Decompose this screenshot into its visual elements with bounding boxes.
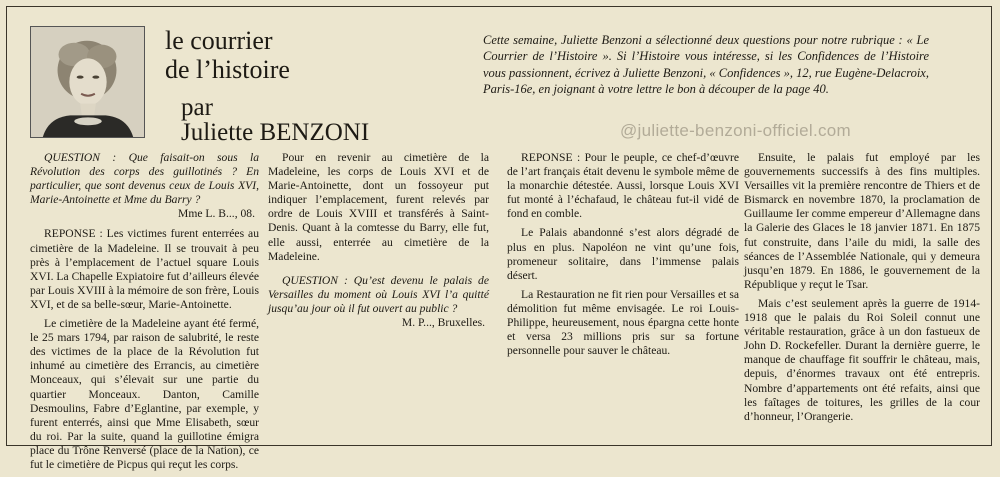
byline-par: par <box>181 94 213 121</box>
byline <box>181 95 369 145</box>
answer-1-paragraph-1: REPONSE : Les victimes furent enterrées au cimetière de la Madeleine. Il se trouvait à peu près à l’emplacement de l’actuel square Louis XVI. La Chapelle Expiatoire fut d’ailleurs élevée par Louis XVIII à la mémoire de son frère, Louis XVI, et de sa belle-sœur, Marie-Antoinette. <box>30 227 259 311</box>
answer-2-paragraph-3: La Restauration ne fit rien pour Versailles et sa démolition fut même envisagée. Le roi Louis-Philippe, heureusement, nous épargna cette honte et versa 23 millions pris sur sa fortune personnelle pour sauver le château. <box>507 287 739 358</box>
answer-1-paragraph-2: Le cimetière de la Madeleine ayant été fermé, le 25 mars 1794, par raison de salubrité, le reste des victimes de la place de la Révolution fut inhumé au cimetière des Errancis, au cimetière Monceaux, qui s’élevait sur une partie du quartier Monceaux. Danton, Camille Desmoulins, Fabre d’Eglantine, par exemple, y furent enterrés, ainsi que Mme Elisabeth, sœur du roi. Par la suite, quand la guillotine émigra place du Trône Renversé (place de la Nation), ce fut le cimetière de Picpus qui reçut les corps. <box>30 317 259 471</box>
text-column-4 <box>744 151 980 429</box>
question-2: QUESTION : Qu’est devenu le palais de Versailles du moment où Louis XVI l’a quitté jusqu’au jour où il fut ouvert au public ? <box>268 273 489 315</box>
question-1: QUESTION : Que faisait-on sous la Révolution des corps des guillotinés ? En particulier, que sont devenus ceux de Louis XVI, Marie-Antoinette et Mme du Barry ? <box>30 151 259 207</box>
answer-2-paragraph-2: Le Palais abandonné s’est alors dégradé de plus en plus. Napoléon ne vint qu’une fois, promeneur solitaire, dans l’immense palais désert. <box>507 226 739 282</box>
text-column-1 <box>30 151 259 477</box>
title-line-2: de l’histoire <box>165 55 290 84</box>
answer-2-paragraph-1: REPONSE : Pour le peuple, ce chef-d’œuvre de l’art français était devenu le symbole même de la monarchie détestée. Aussi, lorsque Louis XVI fut monté à l’échafaud, le château fut-il vidé de fond en comble. <box>507 151 739 221</box>
answer-1-paragraph-3: Pour en revenir au cimetière de la Madeleine, les corps de Louis XVI et de Marie-Antoinette, dont un fossoyeur put indiquer l’emplacement, furent relevés par ordre de Louis XVIII et transférés à Saint-Denis. Quant à la comtesse du Barry, elle fut, elle aussi, enterrée au cimetière de la Madeleine. <box>268 151 489 263</box>
answer-2-paragraph-4: Ensuite, le palais fut employé par les gouvernements successifs à des fins multiples. Versailles vit la première rencontre de Thiers et de Bismarck en novembre 1870, la proclamation de Guillaume Ier comme empereur d’Allemagne dans la Galerie des Glaces le 18 janvier 1871. En 1875 fut construite, dans l’aile du midi, la salle des séances de l’Assemblée Nationale, qui y demeura jusqu’en 1879. En 1886, le gouvernement de la République y reçut le Tsar. <box>744 151 980 291</box>
watermark: @juliette-benzoni-officiel.com <box>620 121 851 140</box>
intro-paragraph: Cette semaine, Juliette Benzoni a sélectionné deux questions pour notre rubrique : « Le Courrier de l’Histoire ». Si l’Histoire vous intéresse, si les Confidences de l’Histoire vous passionnent, écrivez à Juliette Benzoni, « Confidences », 12, rue Eugène-Delacroix, Paris-16e, en joignant à votre lettre le bon à découper de la page 40. <box>483 33 929 96</box>
question-2-signature: M. P..., Bruxelles. <box>401 316 485 330</box>
portrait-image <box>31 27 144 137</box>
title-line-1: le courrier <box>165 26 273 55</box>
text-column-2 <box>268 151 489 336</box>
question-1-signature: Mme L. B..., 08. <box>178 207 255 221</box>
answer-2-paragraph-5: Mais c’est seulement après la guerre de 1914-1918 que le palais du Roi Soleil connut une véritable restauration, grâce à un don fastueux de John D. Rockefeller. Durant la dernière guerre, le manque de chauffage fit souffrir le château, mais, depuis, d’énormes travaux ont été entrepris. Nombre d’appartements ont été refaits, ainsi que les faîtages de toitures, les grilles de la cour d’honneur, l’Orangerie. <box>744 296 980 423</box>
portrait-photo <box>30 26 145 138</box>
column-title <box>165 26 290 84</box>
text-column-3 <box>507 151 739 363</box>
byline-author: Juliette BENZONI <box>181 119 370 146</box>
